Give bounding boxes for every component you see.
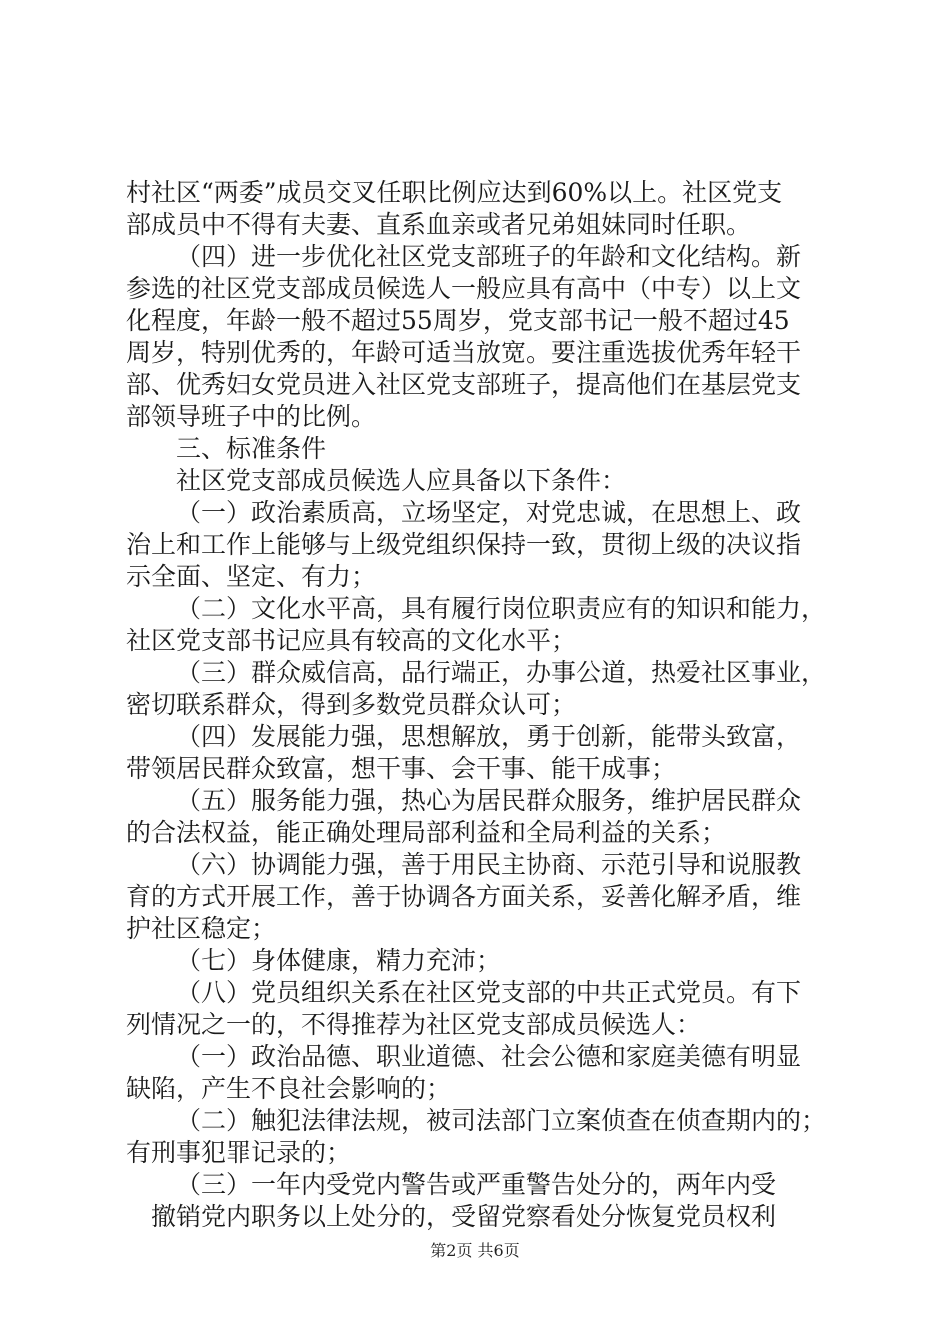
body-text-line: 周岁，特别优秀的，年龄可适当放宽。要注重选拔优秀年轻干 (126, 338, 802, 367)
section-heading: 三、标准条件 (176, 434, 327, 463)
body-text-line: 密切联系群众，得到多数党员群众认可； (126, 690, 577, 719)
body-text-line: 部领导班子中的比例。 (126, 402, 377, 431)
body-text-line: 社区党支部成员候选人应具备以下条件： (176, 466, 627, 495)
page-number-footer: 第2页 共6页 (430, 1241, 520, 1260)
body-text-line: （七）身体健康，精力充沛； (176, 946, 502, 975)
body-text-line: 育的方式开展工作，善于协调各方面关系，妥善化解矛盾，维 (126, 882, 802, 911)
body-text-line: 部、优秀妇女党员进入社区党支部班子，提高他们在基层党支 (126, 370, 802, 399)
body-text-line: 列情况之一的，不得推荐为社区党支部成员候选人： (126, 1010, 702, 1039)
body-text-line: 的合法权益，能正确处理局部利益和全局利益的关系； (126, 818, 727, 847)
body-text-line: （五）服务能力强，热心为居民群众服务，维护居民群众 (176, 786, 802, 815)
body-text-line: （二）触犯法律法规，被司法部门立案侦查在侦查期内的； (176, 1106, 827, 1135)
body-text-line: 有刑事犯罪记录的； (126, 1138, 352, 1167)
body-text-line: 带领居民群众致富，想干事、会干事、能干成事； (126, 754, 677, 783)
body-text-line: 撤销党内职务以上处分的，受留党察看处分恢复党员权利 (151, 1202, 777, 1231)
body-text-line: 参选的社区党支部成员候选人一般应具有高中（中专）以上文 (126, 274, 802, 303)
body-text-line: （三）一年内受党内警告或严重警告处分的，两年内受 (176, 1170, 777, 1199)
body-text-line: 部成员中不得有夫妻、直系血亲或者兄弟姐妹同时任职。 (126, 210, 752, 239)
body-text-line: 化程度，年龄一般不超过55周岁，党支部书记一般不超过45 (126, 306, 790, 335)
body-text-line: （四）发展能力强，思想解放，勇于创新，能带头致富， (176, 722, 802, 751)
body-text-line: （八）党员组织关系在社区党支部的中共正式党员。有下 (176, 978, 802, 1007)
body-text-line: （二）文化水平高，具有履行岗位职责应有的知识和能力， (176, 594, 827, 623)
body-text-line: 缺陷，产生不良社会影响的； (126, 1074, 452, 1103)
body-text-line: 村社区“两委”成员交叉任职比例应达到60%以上。社区党支 (126, 178, 783, 207)
body-text-line: 护社区稳定； (126, 914, 277, 943)
body-text-line: （一）政治素质高，立场坚定，对党忠诚，在思想上、政 (176, 498, 802, 527)
body-text-line: （一）政治品德、职业道德、社会公德和家庭美德有明显 (176, 1042, 802, 1071)
body-text-line: 示全面、坚定、有力； (126, 562, 377, 591)
body-text-line: （四）进一步优化社区党支部班子的年龄和文化结构。新 (176, 242, 802, 271)
body-text-line: 治上和工作上能够与上级党组织保持一致，贯彻上级的决议指 (126, 530, 802, 559)
body-text-line: （六）协调能力强，善于用民主协商、示范引导和说服教 (176, 850, 802, 879)
body-text-line: 社区党支部书记应具有较高的文化水平； (126, 626, 577, 655)
body-text-line: （三）群众威信高，品行端正，办事公道，热爱社区事业， (176, 658, 827, 687)
